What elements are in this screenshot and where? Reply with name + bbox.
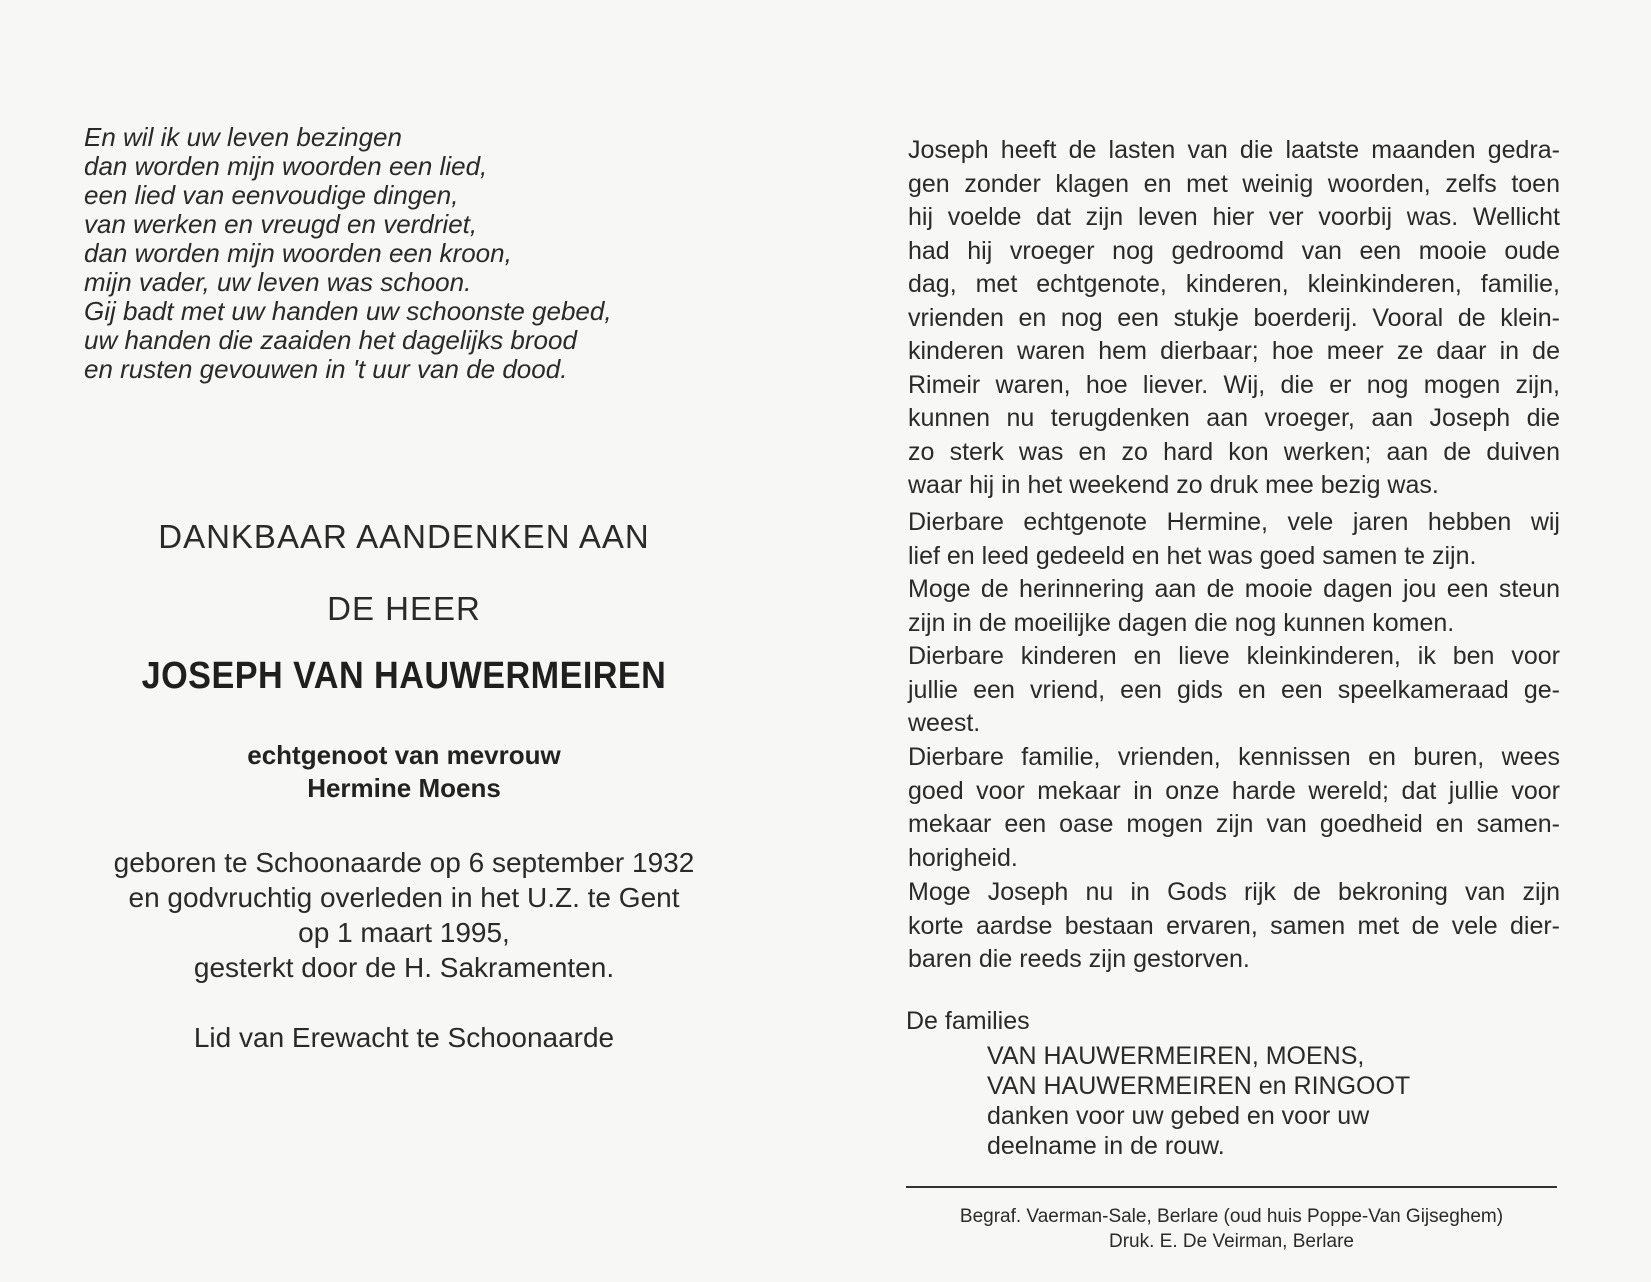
text-line: weest. bbox=[908, 709, 981, 737]
divider-line bbox=[906, 1186, 1557, 1188]
paragraph-5 bbox=[908, 741, 1560, 875]
text-line: Moge Joseph nu in Gods rijk de bekroning van zijn bbox=[908, 878, 1560, 906]
text-line: waar hij in het weekend zo druk mee bezig was. bbox=[908, 471, 1439, 499]
poem-line: mijn vader, uw leven was schoon. bbox=[84, 267, 472, 297]
text-line: kunnen nu terugdenken aan vroeger, aan Joseph die bbox=[908, 404, 1560, 432]
text-line: horigheid. bbox=[908, 843, 1018, 872]
families-block bbox=[987, 1041, 1410, 1161]
poem bbox=[84, 123, 724, 384]
text-line: zo sterk was en zo hard kon werken; aan de duiven bbox=[908, 437, 1560, 466]
text-line: Dierbare echtgenote Hermine, vele jaren hebben wij bbox=[908, 508, 1560, 536]
text-line: lief en leed gedeeld en het was goed samen te zijn. bbox=[908, 541, 1477, 570]
poem-line: dan worden mijn woorden een lied, bbox=[84, 151, 488, 181]
families-line: VAN HAUWERMEIREN, MOENS, bbox=[987, 1042, 1365, 1070]
printer-line: Begraf. Vaerman-Sale, Berlare (oud huis Poppe-Van Gijseghem) bbox=[959, 1206, 1504, 1227]
poem-line: Gij badt met uw handen uw schoonste gebed, bbox=[84, 296, 612, 326]
text-line: dag, met echtgenote, kinderen, kleinkinderen, familie, bbox=[908, 270, 1560, 298]
text-line: Dierbare familie, vrienden, kennissen en buren, wees bbox=[908, 743, 1560, 771]
text-line: jullie een vriend, een gids en een speelkameraad ge- bbox=[908, 675, 1560, 704]
text-line: baren die reeds zijn gestorven. bbox=[908, 945, 1250, 973]
detail-line: en godvruchtig overleden in het U.Z. te Gent bbox=[128, 882, 680, 913]
text-line: Rimeir waren, hoe liever. Wij, die er nog mogen zijn, bbox=[908, 370, 1560, 399]
text-line: goed voor mekaar in onze harde wereld; dat jullie voor bbox=[908, 776, 1560, 805]
text-line: korte aardse bestaan ervaren, samen met de vele dier- bbox=[908, 911, 1560, 940]
text-line: Dierbare kinderen en lieve kleinkinderen, ik ben voor bbox=[908, 642, 1560, 670]
paragraph-1 bbox=[908, 134, 1560, 503]
text-line: kinderen waren hem dierbaar; hoe meer ze daar in de bbox=[908, 337, 1560, 365]
text-line: gen zonder klagen en met weinig woorden, zelfs toen bbox=[908, 169, 1560, 198]
spouse-label: echtgenoot van mevrouw bbox=[247, 740, 561, 770]
deceased-name: JOSEPH VAN HAUWERMEIREN bbox=[141, 655, 667, 697]
families-line: deelname in de rouw. bbox=[987, 1132, 1225, 1160]
membership: Lid van Erewacht te Schoonaarde bbox=[193, 1022, 615, 1053]
text-line: zijn in de moeilijke dagen die nog kunnen komen. bbox=[908, 608, 1455, 637]
text-line: vrienden en nog een stukje boerderij. Vooral de klein- bbox=[908, 303, 1560, 332]
paragraph-6 bbox=[908, 876, 1560, 977]
detail-line: op 1 maart 1995, bbox=[298, 917, 510, 948]
printer-line: Druk. E. De Veirman, Berlare bbox=[1109, 1231, 1354, 1252]
families-intro: De families bbox=[906, 1007, 1030, 1035]
poem-line: en rusten gevouwen in 't uur van de dood. bbox=[84, 354, 568, 384]
families-line: danken voor uw gebed en voor uw bbox=[987, 1102, 1370, 1130]
printer-credits bbox=[906, 1204, 1557, 1254]
poem-line: dan worden mijn woorden een kroon, bbox=[84, 238, 512, 268]
text-line: hij voelde dat zijn leven hier ver voorbij was. Wellicht bbox=[908, 203, 1560, 231]
poem-line: een lied van eenvoudige dingen, bbox=[84, 180, 459, 210]
memorial-heading: DANKBAAR AANDENKEN AAN bbox=[158, 518, 650, 555]
text-line: Moge de herinnering aan de mooie dagen jou een steun bbox=[908, 575, 1560, 603]
paragraph-2 bbox=[908, 506, 1560, 573]
paragraph-3 bbox=[908, 573, 1560, 640]
poem-line: En wil ik uw leven bezingen bbox=[84, 122, 402, 152]
text-line: had hij vroeger nog gedroomd van een mooie oude bbox=[908, 236, 1560, 265]
text-line: Joseph heeft de lasten van die laatste maanden gedra- bbox=[908, 136, 1560, 164]
text-line: mekaar een oase mogen zijn van goedheid en samen- bbox=[908, 810, 1560, 838]
memorial-title: DE HEER bbox=[327, 590, 481, 627]
life-details bbox=[84, 845, 724, 985]
paragraph-4 bbox=[908, 640, 1560, 741]
detail-line: gesterkt door de H. Sakramenten. bbox=[193, 952, 615, 983]
families-line: VAN HAUWERMEIREN en RINGOOT bbox=[987, 1072, 1411, 1100]
poem-line: van werken en vreugd en verdriet, bbox=[84, 209, 478, 239]
detail-line: geboren te Schoonaarde op 6 september 1932 bbox=[113, 847, 695, 878]
spouse-name: Hermine Moens bbox=[307, 773, 501, 803]
poem-line: uw handen die zaaiden het dagelijks brood bbox=[84, 325, 577, 355]
